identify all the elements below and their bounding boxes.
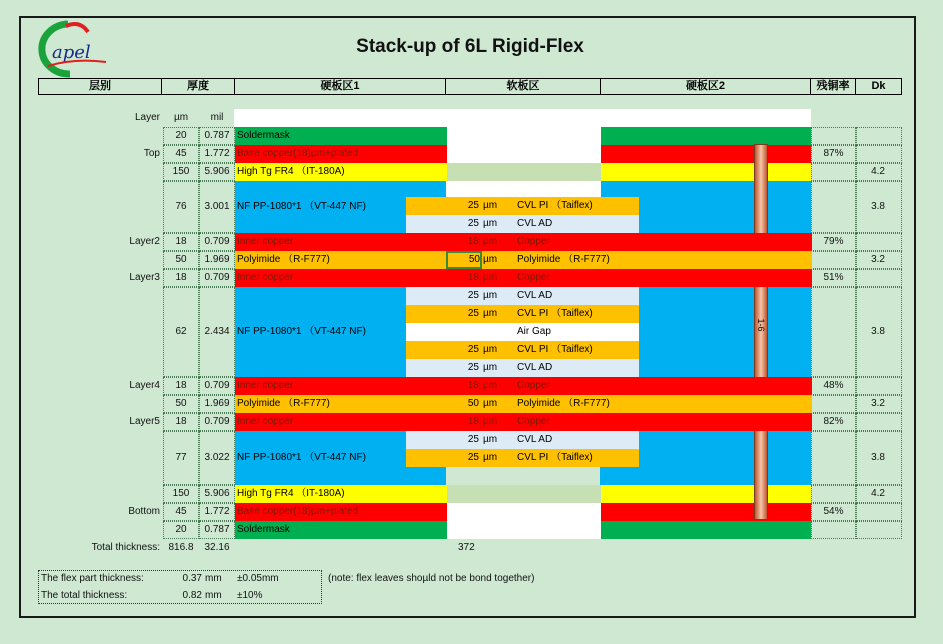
row-residual-copper: 51% [811,269,856,287]
flex-layer-thickness: 18 [467,380,479,391]
flex-layer-material: Copper [517,380,550,391]
row-dk [856,127,902,145]
flex-layer-material: CVL PI （Taiflex) [517,452,593,463]
row-residual-copper [811,251,856,269]
layer-label-layer2: Layer2 [129,236,160,247]
row-um: 62 [163,287,199,377]
total-label: Total thickness: [91,542,160,553]
flex-layer-material: Copper [517,236,550,247]
flex-thickness-label: The flex part thickness: [41,573,144,584]
header-layer: 层别 [38,78,162,95]
total-thickness-unit: mm [205,590,222,601]
page-title: Stack-up of 6L Rigid-Flex [356,36,584,57]
row-mil: 5.906 [199,163,235,181]
total-mil: 32.16 [204,542,230,553]
row-um: 76 [163,181,199,233]
rigid1-layer: NF PP-1080*1 （VT-447 NF) [235,287,446,377]
flex-layer-unit: µm [483,416,498,427]
rigid1-layer: Inner copper [235,233,812,251]
row-mil: 1.969 [199,395,235,413]
row-dk: 4.2 [856,485,902,503]
flex-layer-unit: µm [483,272,498,283]
row-residual-copper [811,521,856,539]
rigid1-layer: High Tg FR4 （IT-180A) [235,163,447,181]
row-mil: 1.772 [199,145,235,163]
row-dk [856,233,902,251]
subheader-mil: mil [210,112,224,123]
row-residual-copper [811,431,856,485]
header-thickness: 厚度 [161,78,235,95]
rigid2-layer [600,127,811,145]
flex-layer-thickness: 18 [467,416,479,427]
flex-layer-unit: µm [483,236,498,247]
flex-layer-thickness: 25 [467,452,479,463]
flex-gap-upper [445,181,601,197]
header-flex: 软板区 [445,78,601,95]
row-residual-copper: 79% [811,233,856,251]
row-residual-copper: 48% [811,377,856,395]
flex-gap-top [445,127,601,163]
row-residual-copper [811,287,856,377]
rigid1-layer: Base copper(18)µm+plated [235,503,447,521]
row-dk [856,521,902,539]
flex-gap-bottom [445,503,601,539]
row-dk: 4.2 [856,163,902,181]
row-mil: 1.969 [199,251,235,269]
flex-layer-unit: µm [483,362,498,373]
row-mil: 0.709 [199,233,235,251]
flex-layer-unit: µm [483,290,498,301]
row-residual-copper [811,163,856,181]
subheader-um: µm [173,112,189,123]
flex-thickness-tolerance: ±0.05mm [237,573,279,584]
row-dk: 3.8 [856,181,902,233]
flex-layer-material: CVL AD [517,362,553,373]
flex-gap-fr4-bottom [445,485,601,503]
row-residual-copper: 82% [811,413,856,431]
row-um: 18 [163,413,199,431]
flex-layer-unit: µm [483,344,498,355]
flex-layer-thickness: 25 [467,434,479,445]
flex-note: (note: flex leaves shoµld not be bond together) [328,573,535,584]
rigid1-layer: Inner copper [235,269,812,287]
flex-layer-unit [483,323,503,341]
header-residual-copper: 残铜率 [810,78,856,95]
layer-label-layer5: Layer5 [129,416,160,427]
flex-layer-material: CVL AD [517,434,553,445]
flex-layer-unit: µm [483,398,498,409]
row-um: 50 [163,395,199,413]
flex-gap-fr4-top [445,163,601,181]
flex-layer-thickness: 25 [467,290,479,301]
row-dk: 3.2 [856,395,902,413]
rigid1-layer: NF PP-1080*1 （VT-447 NF) [235,181,446,233]
flex-layer-material: CVL PI （Taiflex) [517,308,593,319]
row-mil: 0.709 [199,269,235,287]
rigid1-layer: Soldermask [235,127,447,145]
row-mil: 0.709 [199,377,235,395]
layer-label-top: Top [143,148,160,159]
row-residual-copper [811,485,856,503]
header-dk: Dk [855,78,902,95]
layer-label-layer4: Layer4 [129,380,160,391]
flex-layer-thickness [449,323,479,341]
rigid2-layer [600,485,811,503]
layer-label-bottom: Bottom [128,506,160,517]
row-um: 45 [163,503,199,521]
total-flex: 372 [458,542,475,553]
svg-text:apel: apel [52,42,91,63]
row-mil: 3.022 [199,431,235,485]
row-mil: 0.709 [199,413,235,431]
row-residual-copper [811,395,856,413]
flex-layer-material: Air Gap [517,326,551,337]
total-um: 816.8 [168,542,194,553]
flex-layer-unit: µm [483,308,498,319]
capel-logo [28,18,110,80]
flex-layer-thickness: 25 [467,308,479,319]
row-mil: 1.772 [199,503,235,521]
rigid1-layer: Polyimide （R-F777) [235,395,812,413]
rigid2-layer [600,503,811,521]
row-dk [856,377,902,395]
flex-layer-unit: µm [483,452,498,463]
row-mil: 0.787 [199,521,235,539]
rigid1-layer: Inner copper [235,413,812,431]
row-um: 18 [163,269,199,287]
row-residual-copper [811,181,856,233]
flex-layer-unit: µm [483,254,498,265]
flex-layer-unit: µm [483,380,498,391]
flex-layer-unit: µm [483,434,498,445]
row-um: 20 [163,521,199,539]
row-um: 45 [163,145,199,163]
row-mil: 3.001 [199,181,235,233]
flex-layer-material: CVL AD [517,290,553,301]
row-um: 150 [163,485,199,503]
total-thickness-tolerance: ±10% [237,590,263,601]
header-rigid1: 硬板区1 [234,78,446,95]
via-label: 1-6 [756,318,766,332]
row-residual-copper [811,127,856,145]
row-mil: 5.906 [199,485,235,503]
rigid1-layer: Polyimide （R-F777) [235,251,812,269]
row-dk: 3.8 [856,287,902,377]
flex-layer-thickness: 18 [467,272,479,283]
flex-layer-thickness: 25 [467,344,479,355]
flex-layer-thickness: 25 [467,200,479,211]
total-thickness-value: 0.82 [182,590,202,601]
flex-layer-thickness: 25 [467,362,479,373]
flex-layer-material: CVL AD [517,218,553,229]
layer-label-layer3: Layer3 [129,272,160,283]
row-dk [856,413,902,431]
flex-layer-material: Polyimide （R-F777) [517,254,610,265]
row-um: 18 [163,233,199,251]
flex-layer-thickness: 50 [467,398,479,409]
subheader-layer: Layer [134,112,160,123]
row-um: 18 [163,377,199,395]
row-dk: 3.8 [856,431,902,485]
header-rigid2: 硬板区2 [600,78,811,95]
top-whitespace [234,109,811,127]
row-dk: 3.2 [856,251,902,269]
flex-layer-material: Copper [517,416,550,427]
row-um: 20 [163,127,199,145]
rigid1-layer: Base copper(18)µm+plated [235,145,447,163]
flex-layer-unit: µm [483,218,498,229]
rigid2-layer [600,521,811,539]
flex-thickness-value: 0.37 [182,573,202,584]
rigid2-layer [600,163,811,181]
row-dk [856,503,902,521]
rigid1-layer: High Tg FR4 （IT-180A) [235,485,447,503]
flex-layer-material: Copper [517,272,550,283]
flex-layer-thickness: 25 [467,218,479,229]
flex-layer-material: Polyimide （R-F777) [517,398,610,409]
total-thickness-label: The total thickness: [41,590,128,601]
row-residual-copper: 87% [811,145,856,163]
rigid1-layer: NF PP-1080*1 （VT-447 NF) [235,431,446,485]
row-um: 150 [163,163,199,181]
row-mil: 0.787 [199,127,235,145]
flex-layer-material: CVL PI （Taiflex) [517,344,593,355]
flex-layer-unit: µm [483,200,498,211]
rigid1-layer: Soldermask [235,521,447,539]
row-dk [856,145,902,163]
row-dk [856,269,902,287]
flex-layer-thickness: 18 [467,236,479,247]
flex-layer-material: CVL PI （Taiflex) [517,200,593,211]
row-um: 50 [163,251,199,269]
row-residual-copper: 54% [811,503,856,521]
rigid2-layer [600,145,811,163]
rigid1-layer: Inner copper [235,377,812,395]
flex-thickness-unit: mm [205,573,222,584]
row-mil: 2.434 [199,287,235,377]
row-um: 77 [163,431,199,485]
flex-layer-thickness: 50 [446,251,482,269]
